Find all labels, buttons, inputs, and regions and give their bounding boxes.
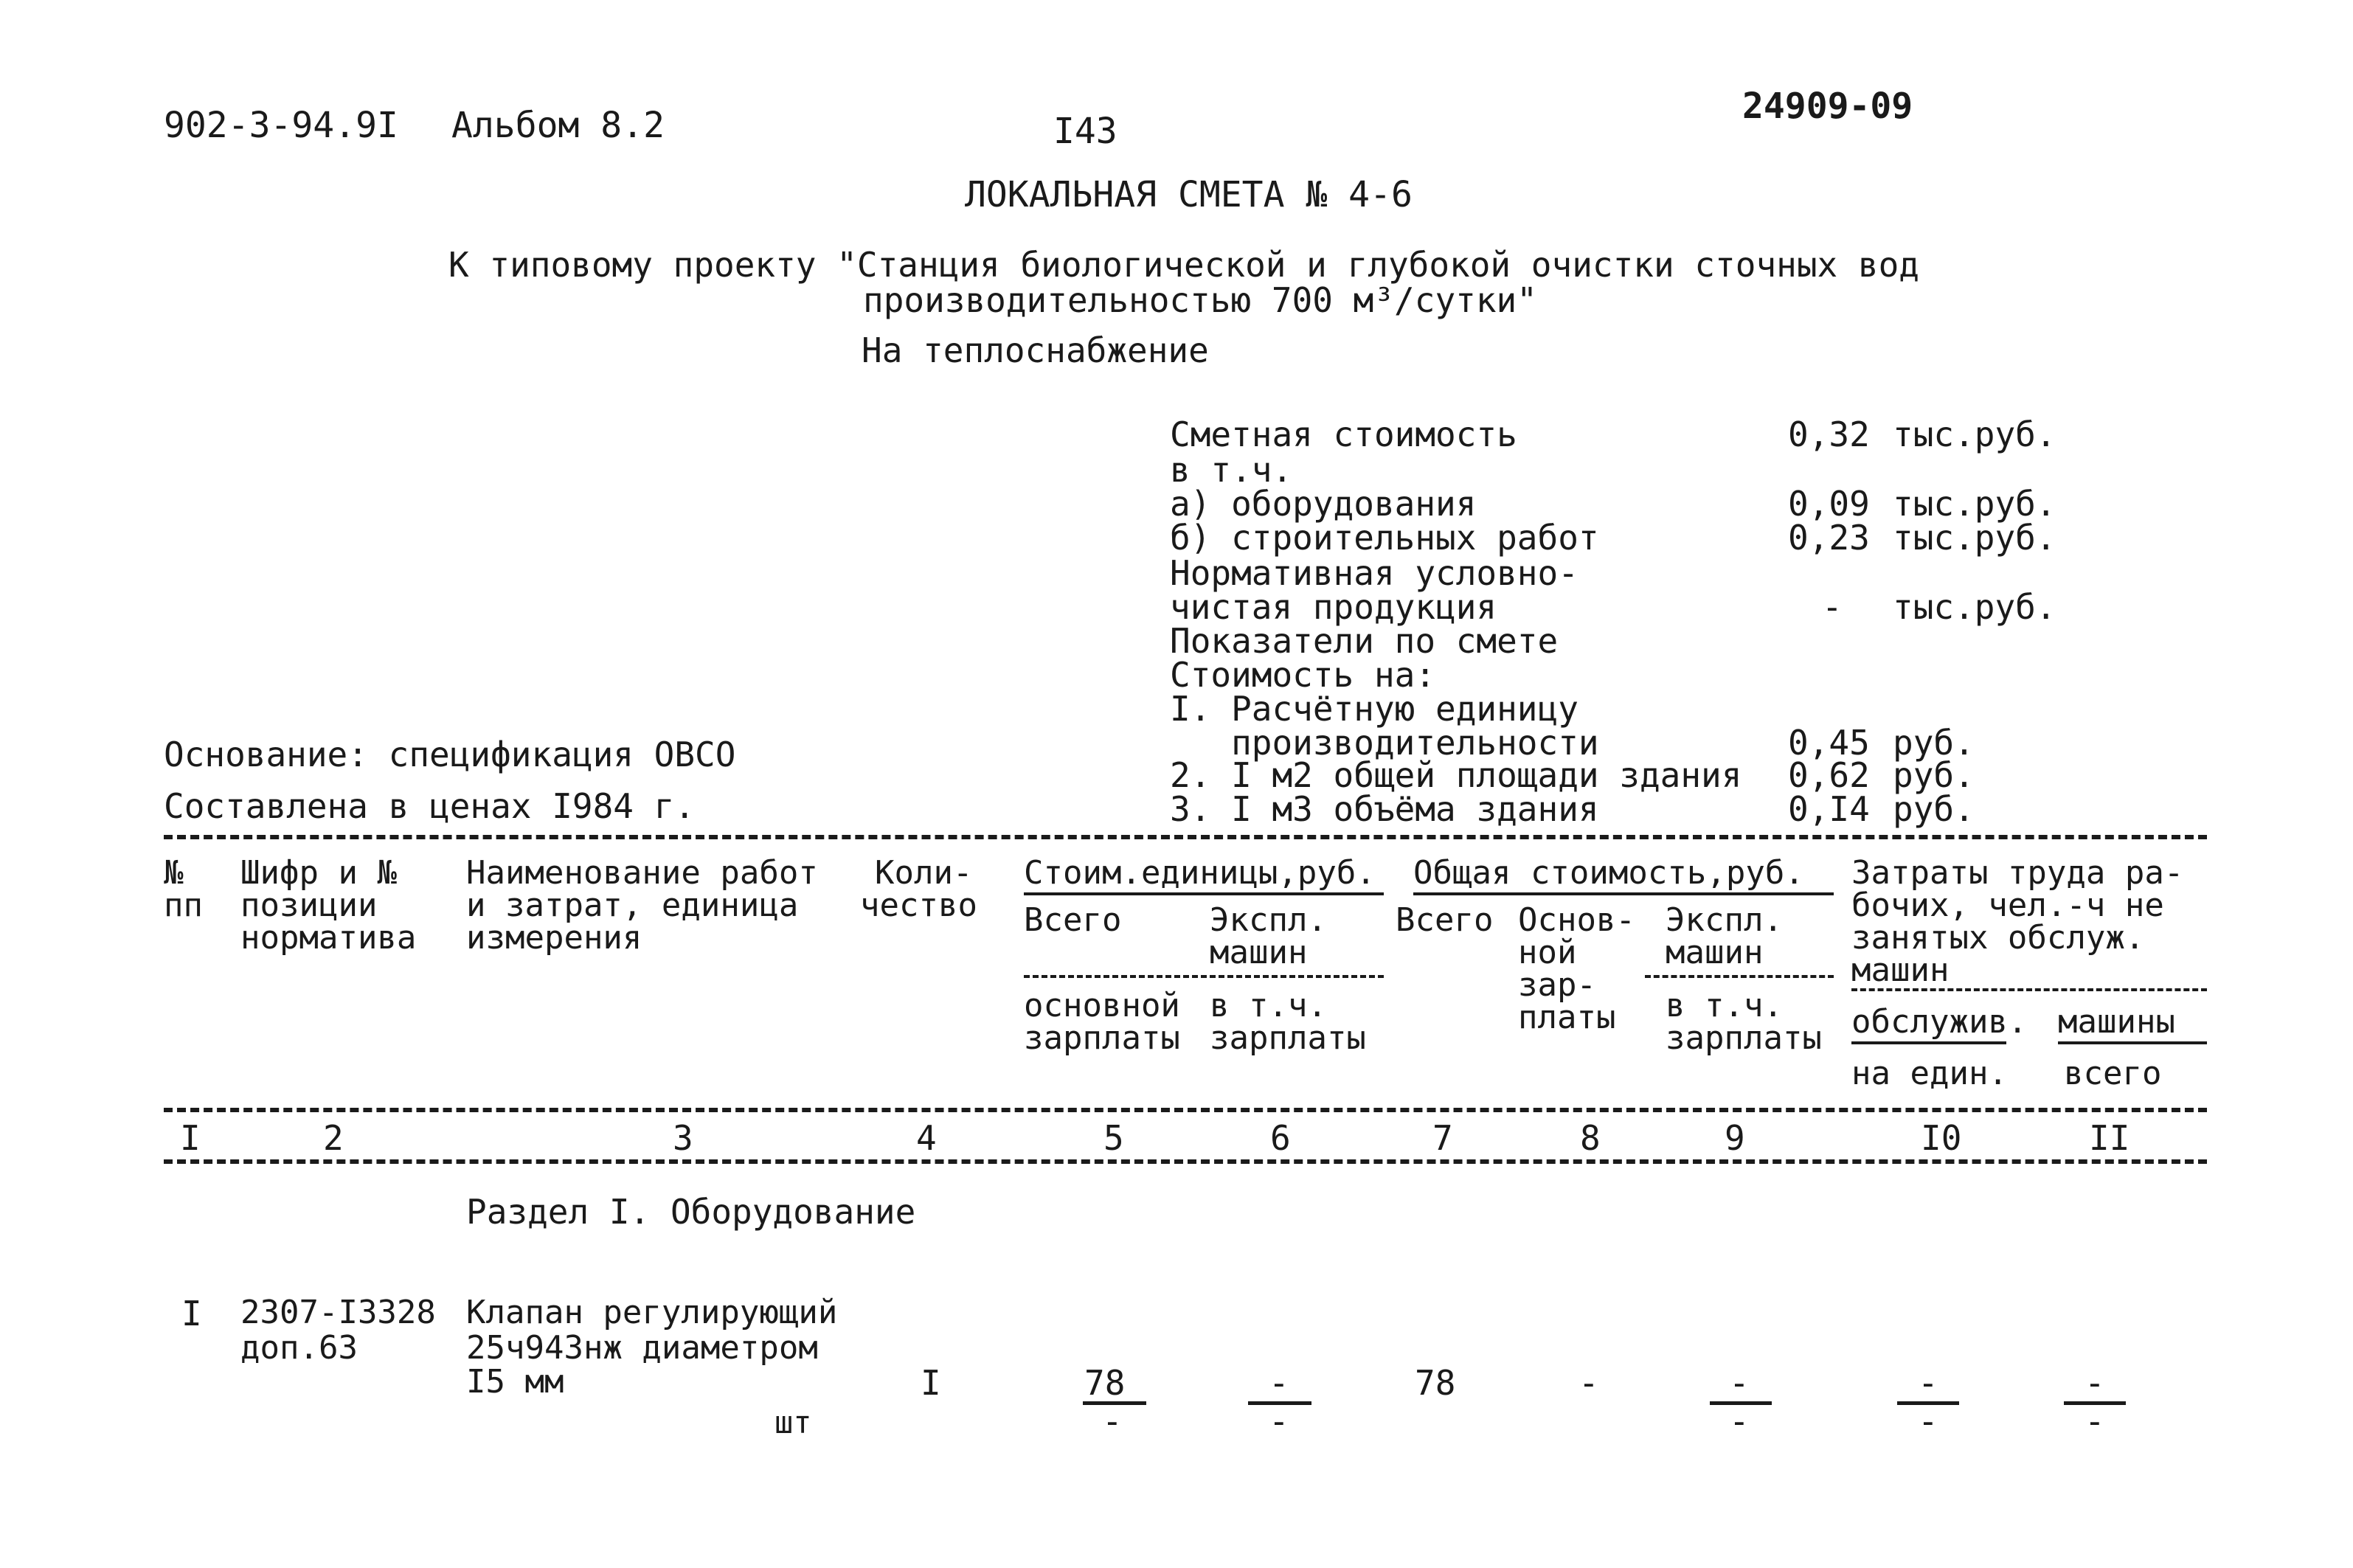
subject-line: На теплоснабжение [862,330,1209,370]
column-numbers-bottom-rule [164,1159,2207,1164]
summary-unit: тыс.руб. [1893,484,2056,524]
header-unit-wage: зарплаты [1024,1019,1180,1057]
header-name: Наименование работ [466,854,818,892]
row-unit-wage: - [1102,1401,1123,1441]
row-unit: шт [774,1404,812,1440]
document-title: ЛОКАЛЬНАЯ СМЕТА № 4-6 [965,174,1413,215]
header-labor-total: всего [2064,1055,2162,1092]
summary-unit: тыс.руб. [1893,518,2056,558]
column-number: I0 [1921,1118,1962,1158]
row-name: 25ч943нж диаметром [466,1329,818,1367]
summary-unit: руб. [1893,723,1975,763]
row-labor-unit-sub: - [1918,1401,1938,1441]
header-code: Шифр и № [240,854,397,892]
project-line-2: производительностью 700 м³/сутки" [863,280,1537,320]
header-unit-mach: машин [1210,934,1308,971]
header-name: измерения [466,919,642,957]
column-numbers-top-rule [164,1108,2207,1112]
table-top-rule [164,835,2207,839]
header-total-mach: Экспл. [1666,901,1783,939]
row-labor-total-sub: - [2085,1401,2105,1441]
row-unit-mach: - [1269,1363,1289,1403]
summary-unit: руб. [1893,789,1975,829]
header-unit-wage: основной [1024,987,1180,1024]
header-total-wage: Основ- [1518,901,1635,939]
summary-unit: тыс.руб. [1893,414,2056,454]
summary-value: 0,I4 [1788,789,1870,829]
summary-label: в т.ч. [1170,450,1293,490]
row-number: I [181,1294,202,1333]
header-qty: Коли- [875,854,973,892]
summary-label: а) оборудования [1170,484,1477,524]
header-total-cost-group: Общая стоимость,руб. [1413,854,1804,892]
summary-value: 0,45 [1788,723,1870,763]
header-labor-unit: на един. [1851,1055,2008,1092]
header-unit-cost-group: Стоим.единицы,руб. [1024,854,1376,892]
column-number: I [180,1118,201,1158]
summary-unit: руб. [1893,755,1975,795]
price-level-line: Составлена в ценах I984 г. [164,786,696,826]
header-total-mach-wage: зарплаты [1666,1019,1822,1057]
row-name: I5 мм [466,1363,564,1401]
summary-label: Сметная стоимость [1170,414,1517,454]
summary-label: Нормативная условно- [1170,553,1579,593]
row-code: 2307-I3328 [240,1294,436,1331]
summary-label: 2. I м2 общей площади здания [1170,755,1742,795]
header-labor: бочих, чел.-ч не [1851,887,2164,924]
header-total-wage: платы [1518,999,1616,1036]
column-number: 5 [1103,1118,1124,1158]
row-total-mach-wage: - [1729,1401,1750,1441]
header-total-mach-wage: в т.ч. [1666,987,1783,1024]
header-unit-mach-wage: в т.ч. [1210,987,1327,1024]
summary-value: 0,32 [1788,414,1870,454]
row-code: доп.63 [240,1329,358,1367]
column-number: 7 [1432,1118,1453,1158]
summary-label: Показатели по смете [1170,621,1559,661]
summary-unit: тыс.руб. [1893,587,2056,627]
header-code: норматива [240,919,417,957]
header-labor-unit: обслужив. [1851,1003,2028,1041]
summary-value: 0,23 [1788,518,1870,558]
header-num: пп [164,887,203,924]
row-labor-unit: - [1918,1363,1938,1403]
row-unit-total: 78 [1084,1363,1126,1403]
page-number: I43 [1053,111,1117,152]
header-unit-mach: Экспл. [1210,901,1327,939]
summary-value: 0,62 [1788,755,1870,795]
summary-label: чистая продукция [1170,587,1497,627]
column-number: 4 [916,1118,937,1158]
column-number: 9 [1725,1118,1745,1158]
summary-label: Стоимость на: [1170,655,1436,695]
document-code: 902-3-94.9I [164,105,398,146]
column-number: 6 [1270,1118,1291,1158]
header-num: № [164,854,184,892]
header-unit-mach-wage: зарплаты [1210,1019,1366,1057]
summary-label: I. Расчётную единицу [1170,689,1579,729]
basis-line: Основание: спецификация ОВСО [164,735,736,774]
header-labor: занятых обслуж. [1851,919,2145,957]
header-unit-total: Всего [1024,901,1122,939]
header-qty: чество [860,887,977,924]
summary-label: 3. I м3 объёма здания [1170,789,1599,829]
summary-value: 0,09 [1788,484,1870,524]
header-labor: машин [1851,951,1950,989]
header-labor-total: машины [2058,1003,2175,1041]
column-number: II [2089,1118,2130,1158]
row-name: Клапан регулирующий [466,1294,838,1331]
row-total-wage: - [1579,1363,1599,1403]
summary-label: производительности [1170,723,1599,763]
header-total-wage: ной [1518,934,1577,971]
header-total-all: Всего [1396,901,1494,939]
row-total-all: 78 [1415,1363,1456,1403]
section-title: Раздел I. Оборудование [466,1192,916,1232]
header-total-wage: зар- [1518,966,1596,1004]
column-number: 2 [323,1118,344,1158]
row-total-mach: - [1729,1363,1750,1403]
project-line-1: К типовому проекту "Станция биологической и глубокой очистки сточных вод [448,245,1919,285]
header-total-mach: машин [1666,934,1764,971]
stamp-number: 24909-09 [1742,86,1913,127]
header-code: позиции [240,887,378,924]
summary-label: б) строительных работ [1170,518,1599,558]
column-number: 8 [1580,1118,1601,1158]
column-number: 3 [673,1118,693,1158]
row-quantity: I [921,1363,941,1403]
row-unit-mach-wage: - [1269,1401,1289,1441]
row-labor-total: - [2085,1363,2105,1403]
summary-value: - [1822,587,1843,627]
album-label: Альбом 8.2 [451,105,665,146]
header-labor: Затраты труда ра- [1851,854,2184,892]
header-name: и затрат, единица [466,887,799,924]
